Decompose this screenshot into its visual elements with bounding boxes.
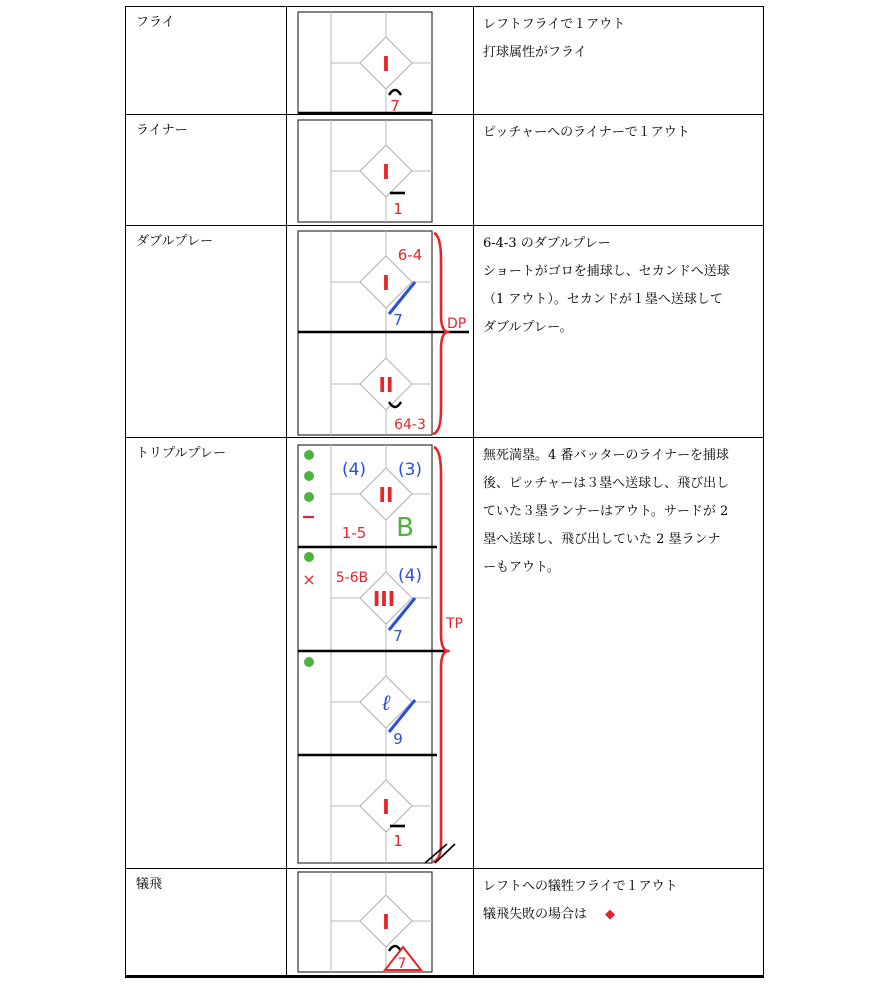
description-line: 後、ピッチャーは３塁へ送球し、飛び出し <box>483 476 730 491</box>
runner-dot <box>304 471 314 481</box>
term-double-play: ダブルプレー <box>136 234 213 249</box>
fielder-number: 7 <box>393 311 403 329</box>
base-letter: B <box>396 513 414 543</box>
description-line <box>483 901 754 929</box>
scoring-symbols-table <box>125 6 764 978</box>
figure-cell <box>287 7 474 115</box>
batter-order: (3) <box>397 460 423 480</box>
description-line: 6-4-3 のダブルプレー <box>483 236 611 251</box>
description-line: ーもアウト。 <box>483 560 560 575</box>
fielder-number: 1 <box>393 200 403 218</box>
double-play-bracket <box>433 233 447 434</box>
description-cell <box>474 115 764 226</box>
sacrifice-fly-figure <box>297 871 433 973</box>
description-line: ピッチャーへのライナーで１アウト <box>483 125 690 140</box>
out-mark: I <box>382 271 390 295</box>
description-line: 打球属性がフライ <box>483 45 587 60</box>
fielder-number: 7 <box>390 97 400 114</box>
out-mark: III <box>372 587 396 611</box>
description-line: ダブルプレー。 <box>483 320 573 335</box>
batter-order: (4) <box>341 460 367 480</box>
description-line: ていた３塁ランナーはアウト。サードが 2 <box>483 504 729 519</box>
fly-arc <box>389 90 401 95</box>
runner-dot <box>304 450 314 460</box>
description-line: 塁へ送球し、飛び出していた 2 塁ランナ <box>483 532 721 547</box>
fielder-number: 1 <box>393 832 403 850</box>
out-mark: I <box>382 795 390 819</box>
out-mark: II <box>378 373 394 397</box>
term-cell <box>126 869 287 977</box>
term-cell <box>126 226 287 438</box>
description-cell <box>474 7 764 115</box>
term-liner: ライナー <box>136 123 188 138</box>
fielder-number: 7 <box>393 627 403 645</box>
bracket-label: TP <box>446 616 463 632</box>
term-fly: フライ <box>136 15 175 30</box>
runner-dot <box>304 657 314 667</box>
bracket-label: DP <box>447 316 467 332</box>
play-notation: 6-4 <box>397 246 423 264</box>
figure-cell <box>287 438 474 869</box>
description-line: （1 アウト）。セカンドが１塁へ送球して <box>483 292 723 307</box>
table-row <box>126 115 764 226</box>
description-line: 無死満塁。4 番バッターのライナーを捕球 <box>483 448 730 463</box>
figure-cell <box>287 115 474 226</box>
runner-dot <box>304 552 314 562</box>
play-notation: 1-5 <box>341 524 367 542</box>
table-row <box>126 438 764 869</box>
term-cell <box>126 115 287 226</box>
fielder-number: 9 <box>393 730 403 748</box>
description-cell <box>474 226 764 438</box>
end-mark <box>435 844 455 863</box>
description-cell <box>474 438 764 869</box>
play-notation: 64-3 <box>394 417 426 433</box>
table-row <box>126 226 764 438</box>
double-play-figure <box>297 230 469 436</box>
out-mark: I <box>382 160 390 184</box>
figure-cell <box>287 226 474 438</box>
description-line: レフトフライで１アウト <box>483 17 626 32</box>
description-line: ショートがゴロを捕球し、セカンドへ送球 <box>483 264 730 279</box>
triple-play-figure <box>297 444 469 864</box>
batter-order: (4) <box>397 566 423 586</box>
fly-figure <box>297 11 433 114</box>
description-cell <box>474 869 764 977</box>
fielder-number: 7 <box>397 956 407 972</box>
out-mark: ℓ <box>381 691 391 716</box>
out-mark: I <box>382 52 390 76</box>
table-row <box>126 7 764 115</box>
table-row <box>126 869 764 977</box>
figure-cell <box>287 869 474 977</box>
side-mark: × <box>302 570 316 589</box>
play-notation: 5-6B <box>335 570 369 586</box>
term-cell <box>126 438 287 869</box>
out-mark: II <box>378 483 394 507</box>
term-cell <box>126 7 287 115</box>
term-triple-play: トリプルプレー <box>136 446 226 461</box>
term-sacrifice-fly: 犠飛 <box>136 877 163 892</box>
liner-figure <box>297 119 433 223</box>
diamond-marker: ◆ <box>605 907 616 922</box>
runner-dot <box>304 492 314 502</box>
triple-play-bracket <box>433 447 447 862</box>
description-line: レフトへの犠牲フライで１アウト <box>483 879 678 894</box>
description-text: 犠飛失敗の場合は <box>483 907 588 922</box>
ground-arc <box>389 402 401 407</box>
out-mark: I <box>382 910 390 934</box>
